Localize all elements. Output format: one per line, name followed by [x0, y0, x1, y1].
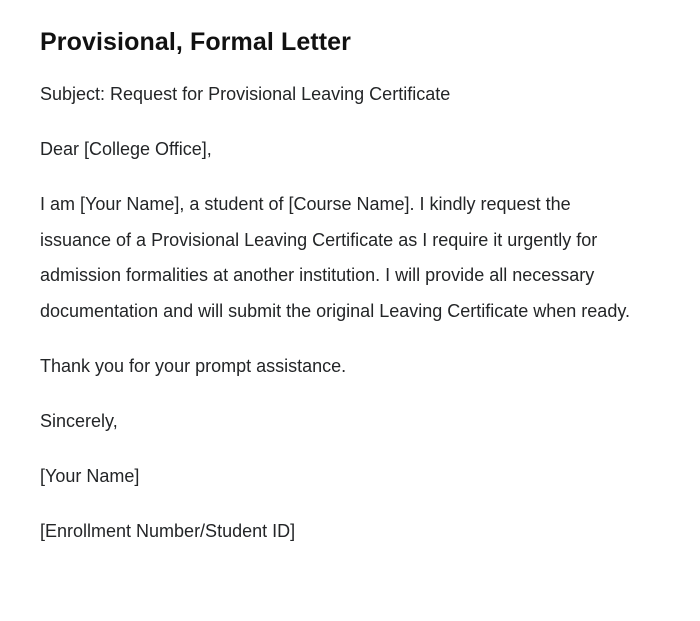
- signature-name: [Your Name]: [40, 465, 140, 486]
- subject-line: Subject: Request for Provisional Leaving Certificate: [40, 84, 451, 104]
- letter-title: Provisional, Formal Letter: [40, 28, 352, 56]
- closing-thanks: Thank you for your prompt assistance.: [40, 355, 347, 376]
- body-paragraph: I am [Your Name], a student of [Course Name]. I kindly request the issuance of a Provisional Leaving Certificate as I require it urgently for admission formalities at another institution. I will provide all necessary documentation and will submit the original Leaving Certificate when ready.: [40, 194, 630, 321]
- salutation: Dear [College Office],: [40, 139, 212, 159]
- sign-off: Sincerely,: [40, 410, 118, 431]
- signature-id: [Enrollment Number/Student ID]: [40, 520, 296, 541]
